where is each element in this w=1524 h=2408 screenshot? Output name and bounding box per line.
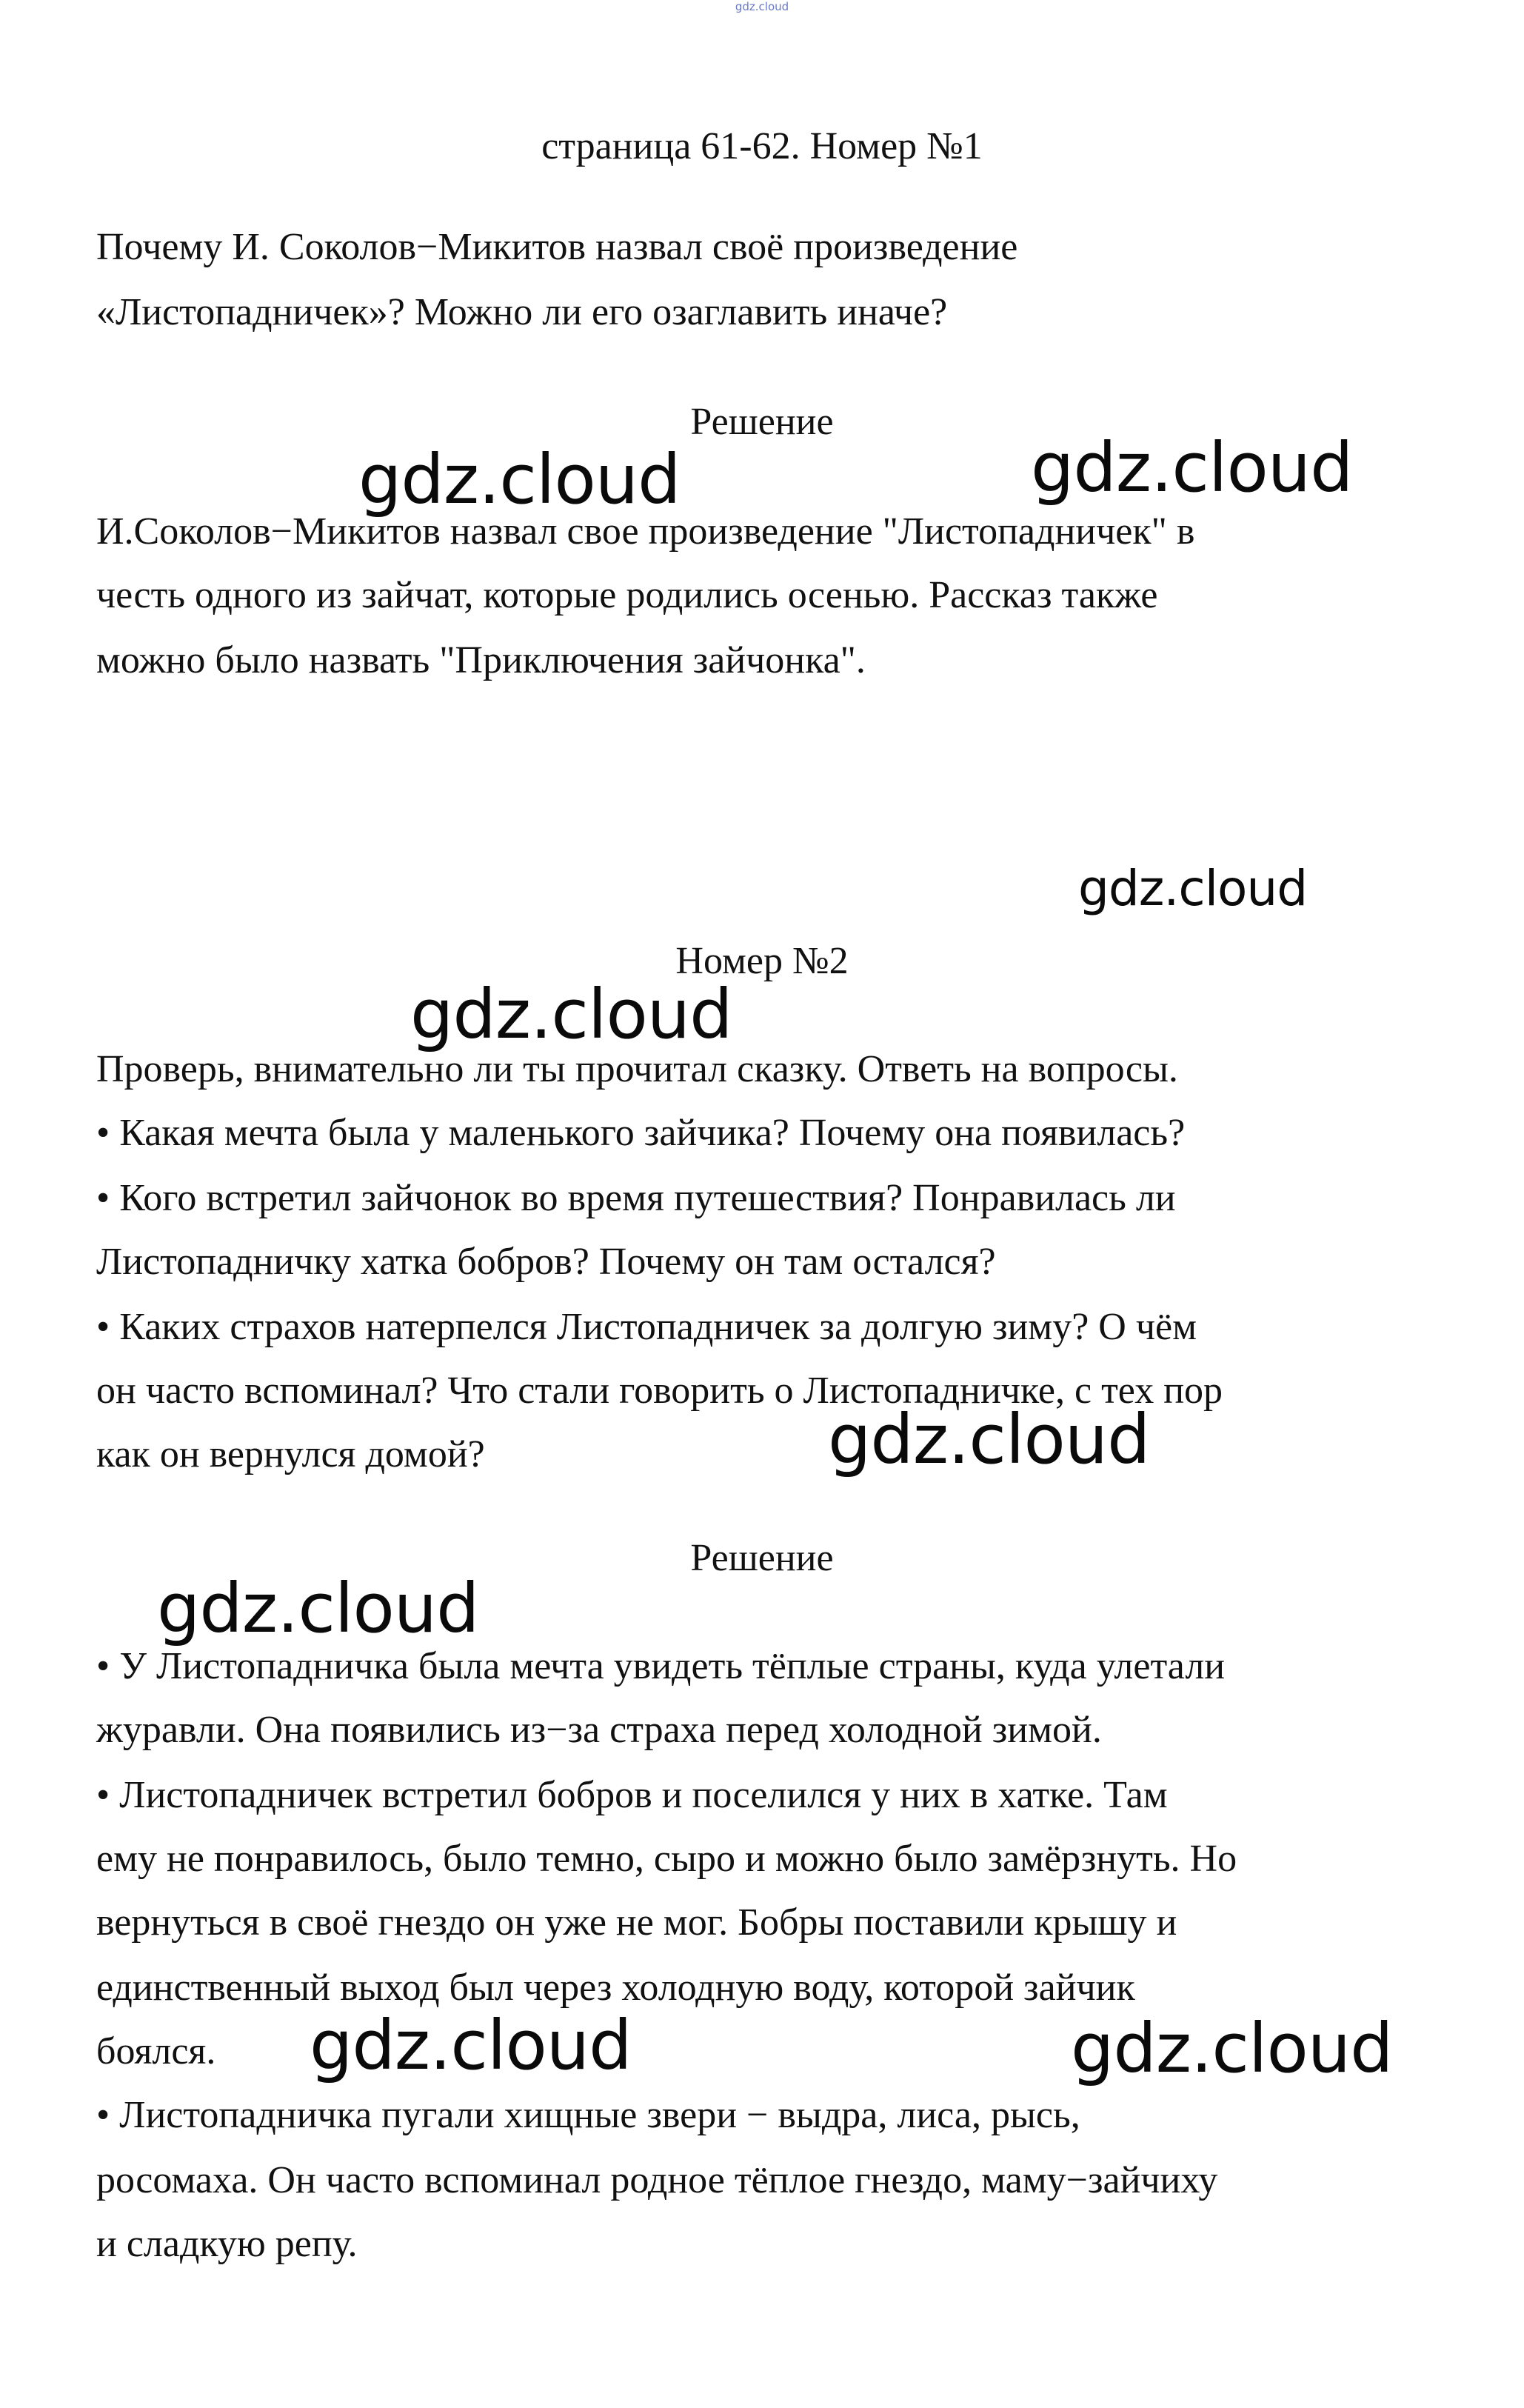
section2-question-line: • Кого встретил зайчонок во время путешествия? Понравилась ли <box>96 1177 1176 1219</box>
section2-question-line: • Какая мечта была у маленького зайчика? Почему она появилась? <box>96 1112 1186 1154</box>
section1-answer-line: И.Соколов−Микитов назвал свое произведение "Листопадничек" в <box>96 510 1195 553</box>
section2-answer-line: единственный выход был через холодную воду, которой зайчик <box>96 1967 1135 2009</box>
section2-question-line: он часто вспоминал? Что стали говорить о Листопадничке, с тех пор <box>96 1370 1223 1412</box>
watermark: gdz.cloud <box>1071 2009 1393 2088</box>
section2-solution-label: Решение <box>690 1537 834 1579</box>
watermark: gdz.cloud <box>410 975 732 1054</box>
section2-answer-line: и сладкую репу. <box>96 2223 358 2265</box>
section2-answer-line: боялся. <box>96 2030 216 2072</box>
section2-heading: Номер №2 <box>675 940 849 982</box>
section2-answer-line: • Листопадничка пугали хищные звери − выдра, лиса, рысь, <box>96 2094 1080 2136</box>
section1-solution-label: Решение <box>690 401 834 443</box>
section1-question-line: «Листопадничек»? Можно ли его озаглавить иначе? <box>96 291 948 333</box>
section1-answer-line: можно было назвать "Приключения зайчонка". <box>96 639 866 681</box>
section2-answer-line: вернуться в своё гнездо он уже не мог. Бобры поставили крышу и <box>96 1901 1177 1944</box>
section2-answer-line: ему не понравилось, было темно, сыро и можно было замёрзнуть. Но <box>96 1838 1237 1880</box>
section2-question-line: Проверь, внимательно ли ты прочитал сказку. Ответь на вопросы. <box>96 1048 1178 1090</box>
section2-answer-line: • Листопадничек встретил бобров и поселился у них в хатке. Там <box>96 1774 1168 1816</box>
watermark: gdz.cloud <box>1078 860 1308 917</box>
section2-question-line: Листопадничку хатка бобров? Почему он там остался? <box>96 1241 996 1283</box>
watermark: gdz.cloud <box>358 440 681 519</box>
watermark: gdz.cloud <box>828 1400 1150 1479</box>
watermark: gdz.cloud <box>1031 428 1353 507</box>
section2-question-line: как он вернулся домой? <box>96 1433 485 1475</box>
section2-answer-line: • У Листопадничка была мечта увидеть тёплые страны, куда улетали <box>96 1645 1226 1687</box>
section2-answer-line: журавли. Она появились из−за страха перед холодной зимой. <box>96 1709 1102 1751</box>
section1-answer-line: честь одного из зайчат, которые родились осенью. Рассказ также <box>96 574 1158 616</box>
section2-question-line: • Каких страхов натерпелся Листопадничек за долгую зиму? О чём <box>96 1306 1197 1348</box>
section2-answer-line: росомаха. Он часто вспоминал родное тёплое гнездо, маму−зайчиху <box>96 2159 1218 2201</box>
top-watermark: gdz.cloud <box>735 0 789 13</box>
watermark: gdz.cloud <box>157 1569 479 1648</box>
section1-heading: страница 61-62. Номер №1 <box>541 125 983 167</box>
watermark: gdz.cloud <box>310 2006 632 2085</box>
section1-question-line: Почему И. Соколов−Микитов назвал своё произведение <box>96 226 1018 268</box>
